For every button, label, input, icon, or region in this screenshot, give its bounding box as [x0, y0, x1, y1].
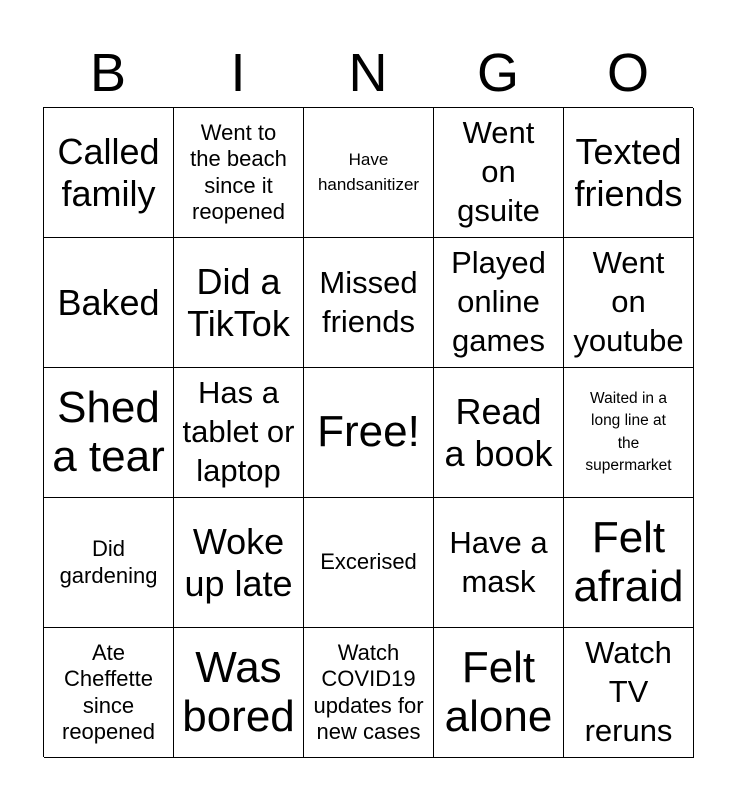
- bingo-cell-text: Did gardening: [59, 536, 158, 588]
- bingo-cell-text: Have handsanitizer: [317, 149, 420, 194]
- bingo-cell-text: Was bored: [182, 643, 295, 741]
- bingo-cell-r2-c3[interactable]: [304, 238, 434, 368]
- bingo-cell-r3-c2[interactable]: [174, 368, 304, 498]
- bingo-cell-r3-c3[interactable]: [304, 368, 434, 498]
- bingo-cell-text: Missed friends: [319, 264, 418, 339]
- bingo-cell-text: Felt alone: [444, 643, 553, 741]
- bingo-cell-text: Went on youtube: [573, 245, 684, 358]
- header-letter-i: I: [230, 43, 246, 103]
- bingo-cell-r2-c4[interactable]: [434, 238, 564, 368]
- bingo-cell-text: Ate Cheffette since reopened: [62, 639, 155, 744]
- bingo-cell-r2-c2[interactable]: [174, 238, 304, 368]
- bingo-cell-r4-c3[interactable]: [304, 498, 434, 628]
- bingo-cell-r4-c5[interactable]: [564, 498, 694, 628]
- header-letter-b: B: [89, 43, 127, 103]
- bingo-cell-r2-c1[interactable]: [44, 238, 174, 368]
- bingo-cell-text: Went to the beach since it reopened: [190, 119, 287, 224]
- bingo-cell-text: Has a tablet or laptop: [182, 375, 295, 488]
- bingo-cell-text: Baked: [57, 281, 160, 323]
- bingo-cell-text: Called family: [57, 131, 160, 214]
- bingo-cell-r5-c1[interactable]: [44, 628, 174, 758]
- bingo-cell-r3-c5[interactable]: [564, 368, 694, 498]
- bingo-cell-r5-c3[interactable]: [304, 628, 434, 758]
- bingo-cell-text: Did a TikTok: [187, 261, 290, 344]
- bingo-cell-text: Read a book: [444, 391, 553, 474]
- bingo-cell-text: Texted friends: [574, 131, 683, 214]
- bingo-cell-text: Woke up late: [184, 521, 293, 604]
- header-letter-n: N: [348, 43, 388, 103]
- bingo-cell-text: Watch COVID19 updates for new cases: [313, 639, 424, 744]
- header-letter-o: O: [606, 43, 649, 103]
- bingo-cell-r1-c5[interactable]: [564, 108, 694, 238]
- bingo-cell-text: Felt afraid: [573, 513, 684, 611]
- bingo-cell-text: Waited in a long line at the supermarket: [585, 389, 672, 474]
- bingo-cell-text: Excerised: [320, 549, 417, 575]
- bingo-cell-text: Free!: [317, 407, 420, 457]
- bingo-cell-r5-c5[interactable]: [564, 628, 694, 758]
- bingo-cell-text: Watch TV reruns: [584, 635, 673, 748]
- bingo-cell-r4-c4[interactable]: [434, 498, 564, 628]
- bingo-cell-r3-c4[interactable]: [434, 368, 564, 498]
- bingo-cell-r1-c3[interactable]: [304, 108, 434, 238]
- bingo-cell-r2-c5[interactable]: [564, 238, 694, 368]
- bingo-cell-text: Played online games: [451, 245, 546, 358]
- bingo-cell-r1-c1[interactable]: [44, 108, 174, 238]
- bingo-cell-r1-c2[interactable]: [174, 108, 304, 238]
- bingo-cell-r5-c2[interactable]: [174, 628, 304, 758]
- bingo-cell-text: Shed a tear: [52, 383, 165, 481]
- bingo-cell-r4-c2[interactable]: [174, 498, 304, 628]
- bingo-cell-r3-c1[interactable]: [44, 368, 174, 498]
- bingo-cell-r5-c4[interactable]: [434, 628, 564, 758]
- bingo-cell-text: Have a mask: [449, 524, 548, 599]
- bingo-cell-text: Went on gsuite: [457, 115, 540, 228]
- bingo-header: [43, 38, 693, 108]
- header-letter-g: G: [476, 43, 519, 103]
- bingo-board: [43, 107, 693, 757]
- bingo-cell-r4-c1[interactable]: [44, 498, 174, 628]
- bingo-cell-r1-c4[interactable]: [434, 108, 564, 238]
